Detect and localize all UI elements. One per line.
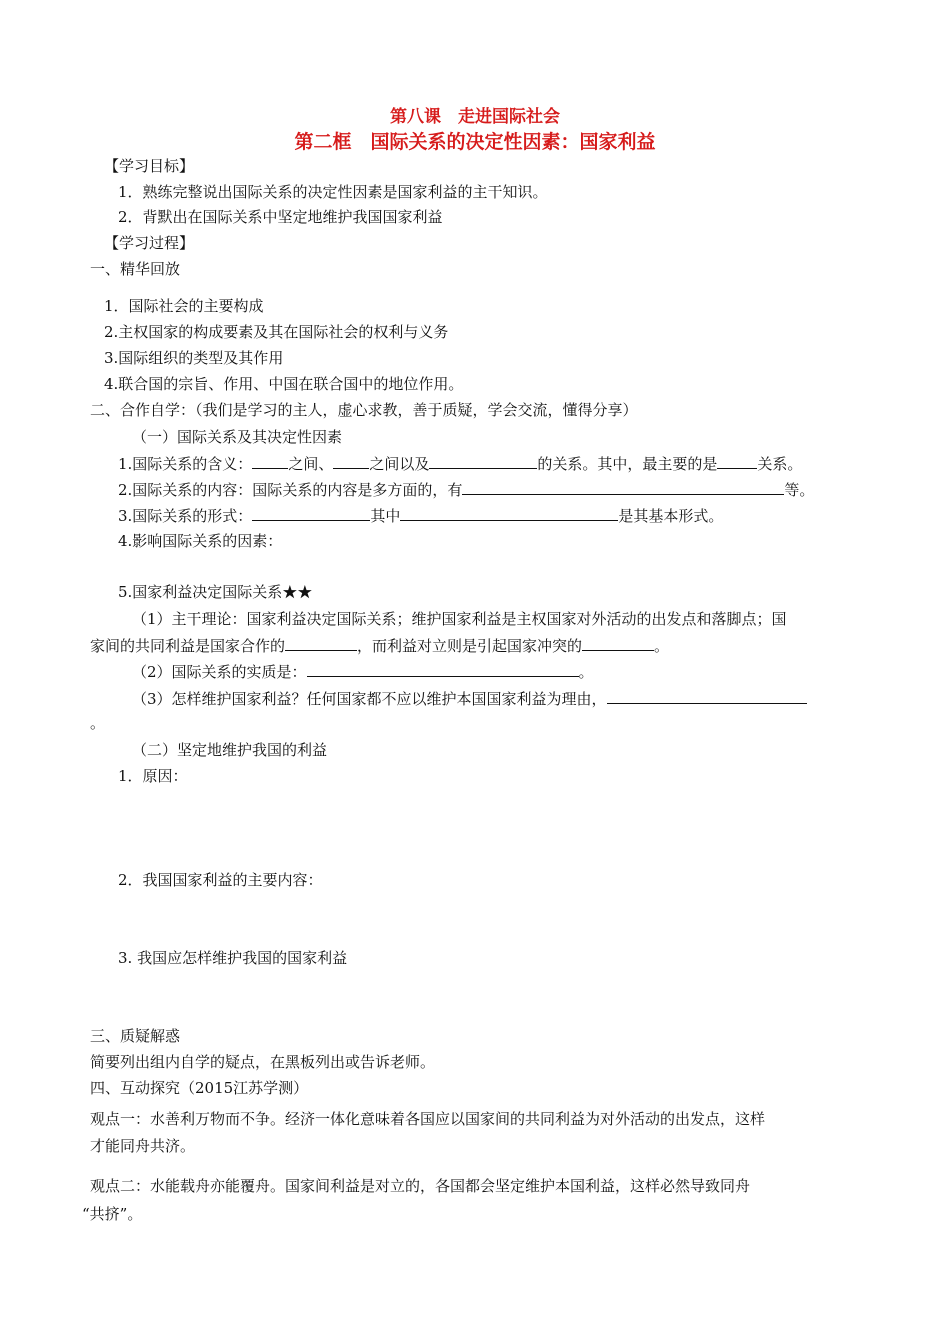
- importance-stars: ★★: [282, 583, 313, 601]
- objectives-heading: 【学习目标】: [104, 157, 195, 175]
- view-1-line1: 观点一：水善利万物而不争。经济一体化意味着各国应以国家间的共同利益为对外活动的出发点，这样: [90, 1110, 766, 1128]
- fill-blank[interactable]: [429, 453, 537, 469]
- question-1: 1.国际关系的含义： 之间、 之间以及 的关系。其中，最主要的是 关系。: [118, 455, 803, 473]
- part2-question-1: 1．原因：: [118, 767, 188, 785]
- view-2-line2: “共挤”。: [82, 1205, 143, 1223]
- review-item: 2.主权国家的构成要素及其在国际社会的权利与义务: [104, 323, 449, 341]
- self-study-heading: 二、合作自学：（我们是学习的主人，虚心求教，善于质疑，学会交流，懂得分享）: [90, 401, 638, 419]
- review-item: 1．国际社会的主要构成: [104, 297, 264, 315]
- part2-question-3: 3. 我国应怎样维护我国的国家利益: [118, 949, 348, 967]
- question-5-1-line2: 家间的共同利益是国家合作的 ，而利益对立则是引起国家冲突的 。: [90, 637, 670, 655]
- objective-item: 2．背默出在国际关系中坚定地维护我国国家利益: [118, 208, 443, 226]
- fill-blank[interactable]: [462, 479, 784, 495]
- doubts-text: 简要列出组内自学的疑点，在黑板列出或告诉老师。: [90, 1053, 436, 1071]
- fill-blank[interactable]: [285, 635, 357, 651]
- fill-blank[interactable]: [252, 505, 370, 521]
- fill-blank[interactable]: [607, 688, 807, 704]
- question-4: 4.影响国际关系的因素：: [118, 532, 283, 550]
- part2-heading: （二）坚定地维护我国的利益: [132, 741, 328, 759]
- section-title: 第二框 国际关系的决定性因素：国家利益: [294, 131, 656, 153]
- fill-blank[interactable]: [582, 635, 654, 651]
- question-3: 3.国际关系的形式： 其中 是其基本形式。: [118, 507, 724, 525]
- doubts-heading: 三、质疑解惑: [90, 1027, 181, 1045]
- question-2: 2.国际关系的内容：国际关系的内容是多方面的，有 等。: [118, 481, 815, 499]
- question-5-3: （3）怎样维护国家利益？任何国家都不应以维护本国国家利益为理由，: [132, 688, 807, 709]
- fill-blank[interactable]: [717, 453, 757, 469]
- question-5-2: （2）国际关系的实质是： 。: [132, 663, 594, 681]
- view-1-line2: 才能同舟共济。: [90, 1137, 196, 1155]
- view-2-line1: 观点二：水能载舟亦能覆舟。国家间利益是对立的，各国都会坚定维护本国利益，这样必然导致同舟: [90, 1177, 751, 1195]
- question-5: 5.国家利益决定国际关系★★: [118, 583, 313, 601]
- objective-item: 1．熟练完整说出国际关系的决定性因素是国家利益的主干知识。: [118, 183, 548, 201]
- question-5-3-end: 。: [90, 714, 106, 732]
- review-item: 3.国际组织的类型及其作用: [104, 349, 284, 367]
- fill-blank[interactable]: [252, 453, 288, 469]
- fill-blank[interactable]: [400, 505, 618, 521]
- lesson-title: 第八课 走进国际社会: [390, 107, 560, 127]
- explore-heading: 四、互动探究（2015江苏学测）: [90, 1079, 309, 1097]
- part2-question-2: 2．我国国家利益的主要内容：: [118, 871, 323, 889]
- review-heading: 一、精华回放: [90, 260, 181, 278]
- fill-blank[interactable]: [307, 661, 579, 677]
- review-item: 4.联合国的宗旨、作用、中国在联合国中的地位作用。: [104, 375, 464, 393]
- part1-heading: （一）国际关系及其决定性因素: [132, 428, 343, 446]
- process-heading: 【学习过程】: [104, 234, 195, 252]
- question-5-1-line1: （1）主干理论：国家利益决定国际关系；维护国家利益是主权国家对外活动的出发点和落脚点；国: [132, 610, 787, 628]
- fill-blank[interactable]: [333, 453, 369, 469]
